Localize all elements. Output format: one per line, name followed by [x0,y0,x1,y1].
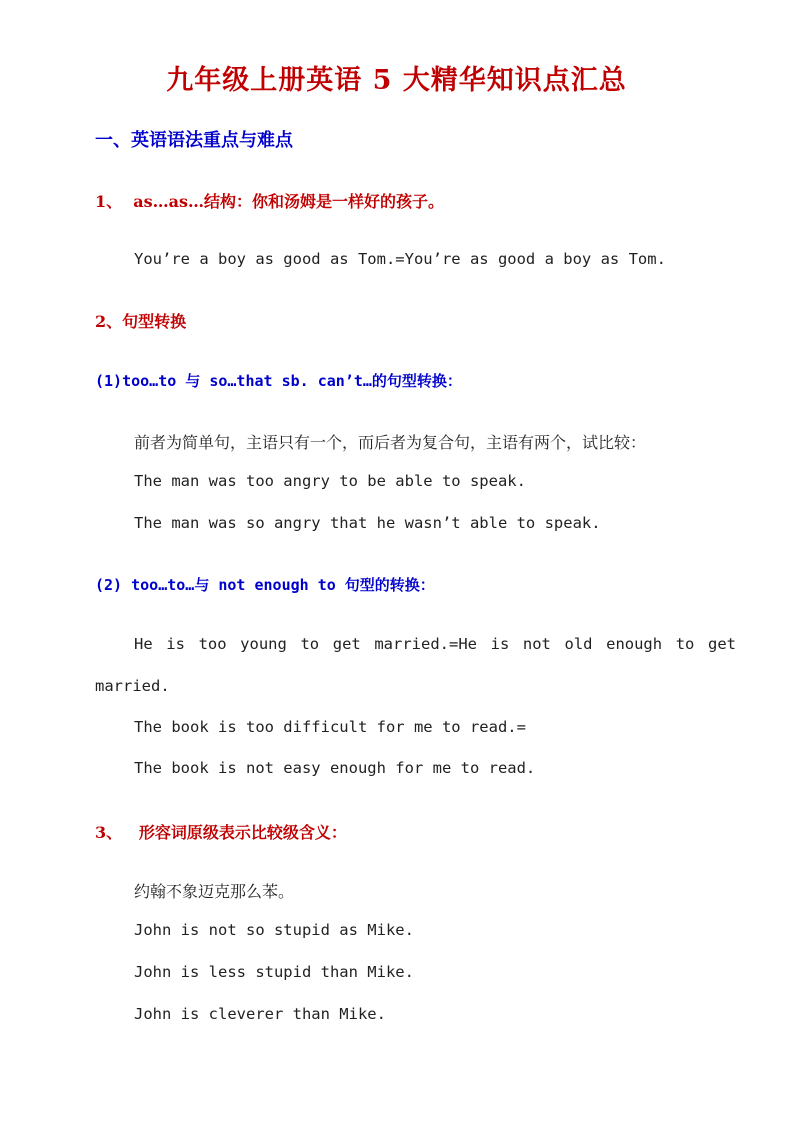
justified-word: get [708,635,736,653]
justified-word: enough [606,635,663,653]
example-less-stupid: John is less stupid than Mike. [134,963,414,981]
subheading-too-to-not-enough: (2) too…to…与 not enough to 句型的转换： [95,576,435,594]
justified-word: young [240,635,287,653]
justified-word: is [166,635,185,653]
example-too-difficult: The book is too difficult for me to read.= [134,718,526,736]
chinese-example-sentence: 约翰不象迈克那么苯。 [134,882,295,901]
example-as-as: You’re a boy as good as Tom.=You’re as good a boy as Tom. [134,250,666,268]
item-heading-positive-degree: 3、 形容词原级表示比较级含义： [95,823,347,842]
justified-word: get [332,635,361,653]
justified-word: to [300,635,320,653]
example-too-young-line [134,635,736,653]
justified-word: is [490,635,510,653]
item-heading-sentence-conversion: 2、句型转换 [95,312,187,331]
section-heading-grammar: 一、英语语法重点与难点 [95,130,293,151]
justified-word: old [564,635,593,653]
example-too-angry: The man was too angry to be able to speak. [134,472,526,490]
note-compare: 前者为简单句，主语只有一个，而后者为复合句，主语有两个，试比较： [134,433,647,452]
example-cleverer: John is cleverer than Mike. [134,1005,386,1023]
justified-word: He [134,635,153,653]
subheading-too-to-so-that: (1)too…to 与 so…that sb. can’t…的句型转换： [95,372,462,390]
justified-word: married.=He [374,635,477,653]
example-not-easy-enough: The book is not easy enough for me to read. [134,759,536,777]
item-heading-as-as: 1、 as…as…结构：你和汤姆是一样好的孩子。 [95,192,445,211]
justified-word: to [675,635,695,653]
justified-word: not [522,635,551,653]
example-not-so-stupid: John is not so stupid as Mike. [134,921,414,939]
example-so-angry: The man was so angry that he wasn’t able to speak. [134,514,601,532]
page-title: 九年级上册英语 5 大精华知识点汇总 [166,65,627,96]
justified-word: too [198,635,227,653]
example-too-young-continuation: married. [95,677,170,695]
